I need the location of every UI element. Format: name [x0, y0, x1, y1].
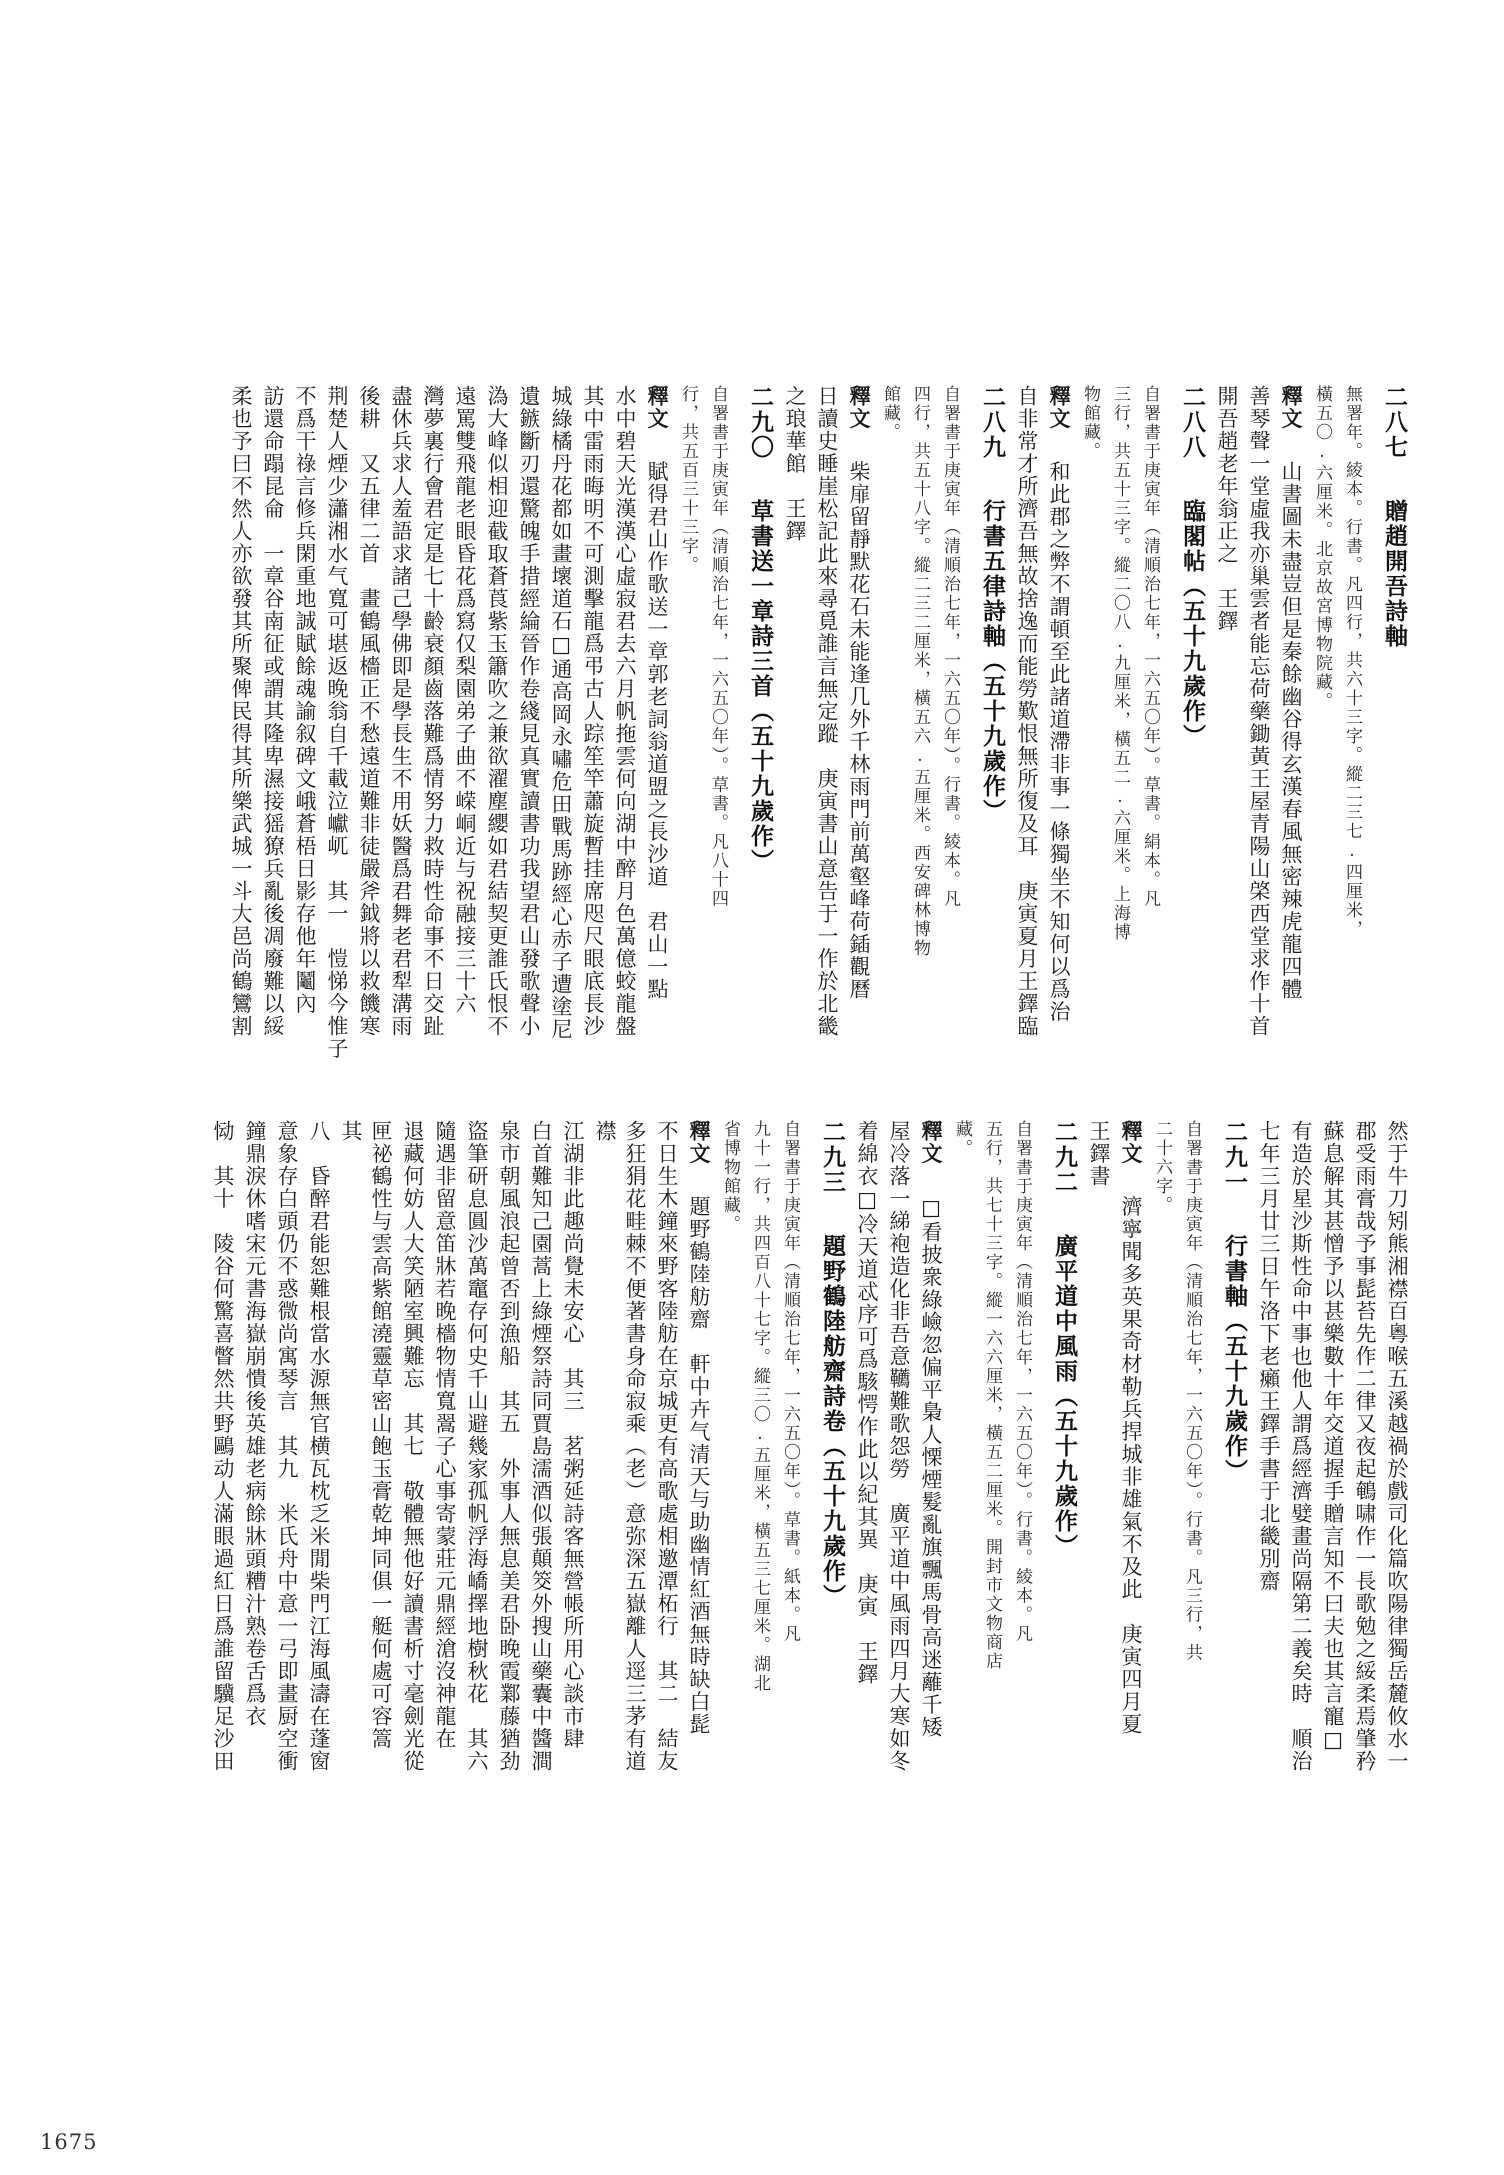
transcription-label: 釋文 [847, 385, 871, 430]
transcription-line: 遺鏃斷刃還驚魄手措經綸晉作卷綫見真實讀書功我望君山發歌聲小 [517, 385, 541, 1038]
transcription-label: 釋文 [645, 385, 669, 430]
transcription-line [1276, 385, 1306, 1105]
entry-note-line: 三行，共五十三字。縱二〇八.九厘米，橫五二.六厘米。上海博 [1110, 385, 1130, 942]
transcription-text: 山書圖未盡豈但是秦餘幽谷得玄漢春風無密辣虎龍四體 [1279, 460, 1303, 1001]
bottom-text-block [122, 1120, 1412, 1790]
transcription-line: 着綿衣□冷天道忒序可爲駭愕作此以紀其異 庚寅 王鐸 [855, 1120, 879, 1686]
transcription-line: 盜筆研息圓沙萬竈存何史千山避幾家孤帆浮海嶠擇地樹秋花 其六 [465, 1120, 489, 1773]
top-text-block [122, 385, 1412, 1105]
transcription-line: 白首難知己園蒿上綠煙祭詩同賈島濡酒似張顛筊外搜山藥囊中醬澗 [529, 1120, 553, 1773]
entry-note-line: 無署年。綾本。行書。凡四行，共六十三字。縱二三七.四厘米， [1342, 385, 1362, 939]
transcription-line: 匣祕鶴性与雲高紫館澆靈草密山飽玉膏乾坤同俱一艇何處可容篙 其 [339, 1120, 393, 1773]
transcription-line: 荆楚人煙少瀟湘水气寬可堪返晚翁自千載泣巘屼 其一 愷悌今惟子 [325, 385, 349, 1060]
transcription-text: 柴扉留靜默花石未能逢几外千林雨門前萬壑峰荷鍤觀曆 [847, 460, 871, 1001]
transcription-line: 恸 其十 陵谷何驚喜瞥然共野鷗动人滿眼過紅日爲誰留驥足沙田 [211, 1120, 235, 1773]
transcription-label: 釋文 [919, 1120, 943, 1165]
transcription-line: 有造於星沙斯性命中事也他人謂爲經濟嬖畫尚隔第二義矣時 順治 [1289, 1120, 1313, 1773]
entry-note-line: 四行，共五十八字。縱二三二厘米，橫五六.五厘米。西安碑林博物 [910, 385, 930, 958]
entry-note-line: 物館藏。 [1080, 385, 1100, 461]
entry-title: 行書五律詩軸（五十九歲作） [979, 499, 1005, 824]
entry-heading [1174, 385, 1210, 1105]
transcription-line: 日讀史睡崖松記此來尋覓誰言無定蹤 庚寅書山意告于一作於北畿 [815, 385, 839, 1038]
transcription-line: 自非常才所濟吾無故捨逸而能勞歎恨無所復及耳 庚寅夏月王鐸臨 [1015, 385, 1039, 1038]
entry-note-line: 自署書于庚寅年（清順治七年，一六五〇年）。草書。絹本。凡 [1140, 385, 1160, 909]
entry-note-line: 自署書于庚寅年（清順治七年，一六五〇年）。行書。綾本。凡 [940, 385, 960, 909]
transcription-text: 和此郡之弊不謂頓至此諸道滯非事一條獨坐不知何以爲治 [1047, 460, 1071, 1023]
transcription-text: 題野鶴陸舫齋 軒中卉气清天与助幽情紅酒無時缺白髭 [687, 1195, 711, 1736]
entry-heading [742, 385, 778, 1105]
entry-note-line: 自署書于庚寅年（清順治七年，一六五〇年）。草書。凡八十四 [708, 385, 728, 909]
transcription-line: 其中雷雨晦明不可測擊龍爲弔古人踪笙竿蕭旋暫挂席咫尺眼底長沙 [581, 385, 605, 1038]
transcription-label: 釋文 [1119, 1120, 1143, 1165]
transcription-label: 釋文 [1047, 385, 1071, 430]
entry-number: 二八八 [1179, 385, 1205, 460]
entry-note-line: 藏。 [952, 1120, 972, 1158]
transcription-line: 訪還命蹋昆侖 一章谷南征或謂其隆卑濕接猺獠兵亂後凋廢難以綏 [261, 385, 285, 1038]
entry-note-line: 自署書于庚寅年（清順治七年，一六五〇年）。草書。紙本。凡 [780, 1120, 800, 1644]
transcription-line [916, 1120, 946, 1790]
transcription-line [1116, 1120, 1146, 1790]
entry-note-line: 行，共五百三十三字。 [678, 385, 698, 575]
transcription-line: 灣夢裏行會君定是七十齡衰顏齒落難爲情努力救時性命事不日交趾 [421, 385, 445, 1038]
transcription-line: 後耕 又五律二首 畫鶴風檣正不愁遠道難非徒嚴斧鉞將以救饑寒 [357, 385, 381, 1038]
transcription-line: 八 昏醉君能恕難根當水源無官横瓦枕乏米閒柴門江海風濤在蓬窗 [307, 1120, 331, 1773]
entry-number: 二八七 [1381, 385, 1407, 460]
transcription-line [844, 385, 874, 1105]
entry-number: 二九二 [1051, 1120, 1077, 1195]
transcription-line: 溈大峰似相迎截取蒼莨紫玉簫吹之兼欲濯塵纓如君結契更誰氏恨不 [485, 385, 509, 1038]
entry-heading [1376, 385, 1412, 1105]
transcription-label: 釋文 [1279, 385, 1303, 430]
transcription-line [684, 1120, 714, 1790]
entry-number: 二八九 [979, 385, 1005, 460]
entry-note-line: 九十一行，共四百八十七字。縱三〇.五厘米，橫五三七厘米。湖北 [750, 1120, 770, 1693]
transcription-line: 柔也予曰不然人亦欲發其所聚俾民得其所樂武城一斗大邑尚鶴鸞割 [229, 385, 253, 1038]
entry-title: 草書送一章詩三首（五十九歲作） [747, 499, 773, 874]
transcription-line: 隨遇非留意笛牀若晚檣物情寬翯子心事寄蒙莊元鼎經滄沒神龍在 [433, 1120, 457, 1750]
transcription-line: 鐘鼎淚休嗜宋元書海嶽崩憒後英雄老病餘牀頭糟汁熟卷舌爲衣 [243, 1120, 267, 1728]
transcription-line: 泉市朝風浪起曾否到漁船 其五 外事人無息美君卧晚霞鄴藤猶劲 [497, 1120, 521, 1773]
transcription-line: 郡受雨膏哉予事髭苔先作二律又夜起鵪啸作一長歌勉之綏柔焉肇矜 [1353, 1120, 1377, 1773]
entry-title: 題野鶴陸舫齋詩卷（五十九歲作） [819, 1234, 845, 1609]
transcription-text: □看披衆綠嶮忽偏平梟人慄煙髮亂旗飄馬骨高迷蘺千矮 [919, 1195, 943, 1739]
transcription-text: 濟寧聞多英果奇材勒兵捍城非雄氣不及此 庚寅四月夏 [1119, 1195, 1143, 1736]
entry-title: 贈趙開吾詩軸 [1381, 499, 1407, 649]
transcription-line: 盡休兵求人羞語求諸己學佛即是學長生不用妖醫爲君舞老君犁溝雨 [389, 385, 413, 1038]
page-number: 1675 [40, 2130, 98, 2154]
entry-note-line: 館藏。 [880, 385, 900, 442]
transcription-line: 開吾趙老年翁正之 王鐸 [1215, 385, 1239, 633]
transcription-line: 江湖非此趣尚覺未安心 其三 茗粥延詩客無營帳所用心談市肆 [561, 1120, 585, 1750]
transcription-line: 多狂狷花畦棘不便著書身命寂乘（老）意弥深五嶽離人逕三茅有道襟 [593, 1120, 647, 1773]
transcription-line: 不爲干祿言修兵閑重地誠賦餘魂諭叙碑文峨蒼梧日影存他年鬮內 [293, 385, 317, 1015]
entry-note-line: 自署書于庚寅年（清順治七年，一六五〇年）。行書。凡三行，共 [1182, 1120, 1202, 1663]
entry-number: 二九三 [819, 1120, 845, 1195]
transcription-line: 屋冷落一綈袍造化非吾意韉難歌怨勞 廣平道中風雨四月大寒如冬 [887, 1120, 911, 1773]
entry-heading [974, 385, 1010, 1105]
entry-title: 行書軸（五十九歲作） [1221, 1234, 1247, 1484]
entry-number: 二九〇 [747, 385, 773, 460]
transcription-line [1044, 385, 1074, 1105]
entry-heading [1216, 1120, 1252, 1790]
transcription-line: 蘇息解其甚憎予以甚樂數十年交道握手贈言知不曰夫也其言寵□ [1321, 1120, 1345, 1753]
transcription-line: 之琅華館 王鐸 [783, 385, 807, 543]
transcription-line: 善琴聲一堂虛我亦巢雲者能忘荷藥鋤黃王屋青陽山棨西堂求作十首 [1247, 385, 1271, 1038]
transcription-line: 退藏何妨人大笑陋室興難忘 其七 敬體無他好讀書析寸毫劍光從 [401, 1120, 425, 1773]
entry-note-line: 自署書于庚寅年（清順治七年，一六五〇年）。行書。綾本。凡 [1012, 1120, 1032, 1644]
entry-heading [814, 1120, 850, 1790]
entry-number: 二九一 [1221, 1120, 1247, 1195]
entry-note-line: 省博物館藏。 [720, 1120, 740, 1234]
transcription-line: 意象存白頭仍不惑微尚寓琴言 其九 米氏舟中意一弓即畫厨空衝 [275, 1120, 299, 1773]
transcription-line: 王鐸書 [1087, 1120, 1111, 1188]
transcription-line: 不日生木鐘來野客陸舫在京城更有高歌處相邀潭柘行 其二 結友 [655, 1120, 679, 1773]
transcription-label: 釋文 [687, 1120, 711, 1165]
entry-heading [1046, 1120, 1082, 1790]
transcription-line: 城綠橘丹花都如畫壞道石□通高岡永嘯危田戰馬跡經心赤子遭塗尼 [549, 385, 573, 1041]
transcription-line: 水中碧天光漢漢心虛寂君去六月帆拖雲何向湖中醉月色萬億蛟龍盤 [613, 385, 637, 1038]
transcription-line: 然于牛刀矧熊湘襟百粵喉五溪越禍於戲司化篇吹陽律獨岳麓攸水一 [1385, 1120, 1409, 1773]
transcription-line [642, 385, 672, 1105]
entry-note-line: 橫五〇.六厘米。北京故宮博物院藏。 [1312, 385, 1332, 711]
transcription-text: 賦得君山作歌送一章郭老詞翁道盟之長沙道 君山一點 [645, 460, 669, 1001]
transcription-line: 七年三月廿三日午洛下老癩王鐸手書于北畿別齋 [1257, 1120, 1281, 1593]
entry-title: 臨閣帖（五十九歲作） [1179, 499, 1205, 749]
entry-title: 廣平道中風雨（五十九歲作） [1051, 1234, 1077, 1559]
entry-note-line: 二十六字。 [1152, 1120, 1172, 1215]
transcription-line: 遠罵雙飛龍老眼昏花爲寫仅梨園弟子曲不嵘峒近与祝融接三十六 [453, 385, 477, 1015]
entry-note-line: 五行，共七十三字。縱一六六厘米，橫五二厘米。開封市文物商店 [982, 1120, 1002, 1671]
